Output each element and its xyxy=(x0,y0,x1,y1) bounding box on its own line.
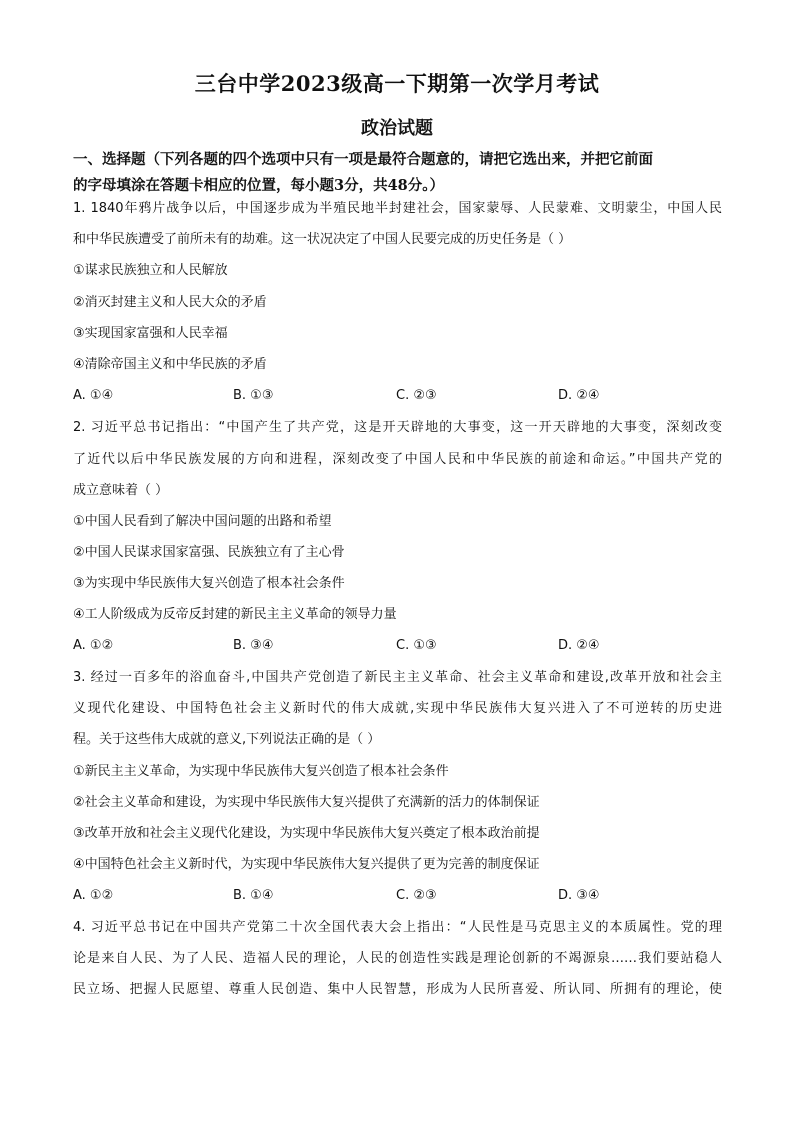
question-3-choice-a: A. ①② xyxy=(73,888,114,903)
question-2-item: ③为实现中华民族伟大复兴创造了根本社会条件 xyxy=(73,576,345,591)
question-4-stem-line: 民立场、把握人民愿望、尊重人民创造、集中人民智慧，形成为人民所喜爱、所认同、所拥有的理论，使 xyxy=(73,982,722,997)
question-2-item: ①中国人民看到了解决中国问题的出路和希望 xyxy=(73,514,332,529)
question-3-stem-line: 3. 经过一百多年的浴血奋斗,中国共产党创造了新民主主义革命、社会主义革命和建设,改革开放和社会主 xyxy=(73,670,722,685)
question-2-choice-a: A. ①② xyxy=(73,638,114,653)
section-heading xyxy=(73,147,733,199)
question-3-item: ②社会主义革命和建设，为实现中华民族伟大复兴提供了充满新的活力的体制保证 xyxy=(73,795,540,810)
question-4-stem-line: 4. 习近平总书记在中国共产党第二十次全国代表大会上指出：“人民性是马克思主义的本质属性。党的理 xyxy=(73,920,722,935)
question-1-choice-d: D. ②④ xyxy=(558,388,600,403)
question-2-stem-line: 了近代以后中华民族发展的方向和进程，深刻改变了中国人民和中华民族的前途和命运。”中国共产党的 xyxy=(73,452,722,467)
exam-subtitle: 政治试题 xyxy=(361,118,433,139)
question-2-stem-line: 成立意味着（ ） xyxy=(73,483,169,498)
question-1-choice-c: C. ②③ xyxy=(396,388,437,403)
question-2-choice-d: D. ②④ xyxy=(558,638,600,653)
question-1-item: ④清除帝国主义和中华民族的矛盾 xyxy=(73,357,267,372)
section-heading-line: 一、选择题（下列各题的四个选项中只有一项是最符合题意的，请把它选出来，并把它前面 xyxy=(73,151,653,168)
question-4-stem-line: 论是来自人民、为了人民、造福人民的理论，人民的创造性实践是理论创新的不竭源泉……我们要站稳人 xyxy=(73,951,722,966)
question-2-item: ②中国人民谋求国家富强、民族独立有了主心骨 xyxy=(73,545,345,560)
question-1-item: ③实现国家富强和人民幸福 xyxy=(73,326,228,341)
question-1-stem-line: 1. 1840年鸦片战争以后，中国逐步成为半殖民地半封建社会，国家蒙辱、人民蒙难、文明蒙尘，中国人民 xyxy=(73,201,722,216)
question-2-choice-b: B. ③④ xyxy=(233,638,274,653)
question-2-choice-c: C. ①③ xyxy=(396,638,437,653)
question-1-item: ①谋求民族独立和人民解放 xyxy=(73,263,228,278)
question-3-stem-line: 义现代化建设、中国特色社会主义新时代的伟大成就,实现中华民族伟大复兴进入了不可逆转的历史进 xyxy=(73,701,722,716)
exam-title: 三台中学2023级高一下期第一次学月考试 xyxy=(194,71,600,96)
question-2-item: ④工人阶级成为反帝反封建的新民主主义革命的领导力量 xyxy=(73,607,397,622)
question-1-choice-a: A. ①④ xyxy=(73,388,114,403)
question-2-stem-line: 2. 习近平总书记指出：“中国产生了共产党，这是开天辟地的大事变，这一开天辟地的大事变，深刻改变 xyxy=(73,420,722,435)
question-3-choice-c: C. ②③ xyxy=(396,888,437,903)
question-1-stem-line: 和中华民族遭受了前所未有的劫难。这一状况决定了中国人民要完成的历史任务是（ ） xyxy=(73,232,572,247)
question-1-choice-b: B. ①③ xyxy=(233,388,274,403)
question-3-item: ④中国特色社会主义新时代，为实现中华民族伟大复兴提供了更为完善的制度保证 xyxy=(73,857,540,872)
question-1-item: ②消灭封建主义和人民大众的矛盾 xyxy=(73,295,267,310)
question-3-choice-d: D. ③④ xyxy=(558,888,600,903)
question-3-item: ①新民主主义革命，为实现中华民族伟大复兴创造了根本社会条件 xyxy=(73,764,449,779)
section-heading-line: 的字母填涂在答题卡相应的位置，每小题3分，共48分。） xyxy=(73,177,445,194)
question-3-choice-b: B. ①④ xyxy=(233,888,274,903)
question-3-item: ③改革开放和社会主义现代化建设，为实现中华民族伟大复兴奠定了根本政治前提 xyxy=(73,826,540,841)
question-3-stem-line: 程。关于这些伟大成就的意义,下列说法正确的是（ ） xyxy=(73,732,381,747)
